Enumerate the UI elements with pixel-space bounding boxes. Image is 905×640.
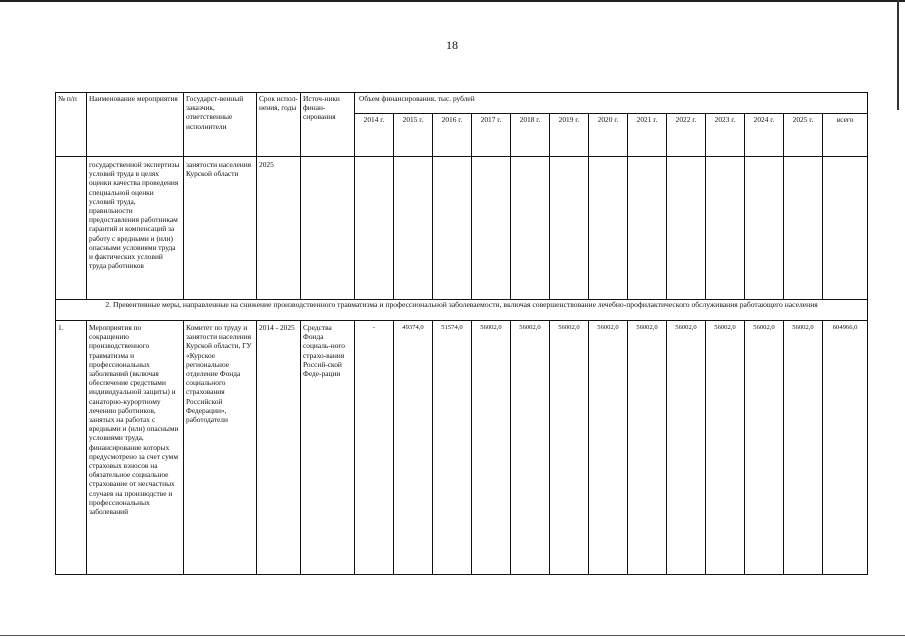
cell-value: 51574,0 <box>433 321 472 575</box>
cell-customer: Комитет по труду и занятости населения Курской области, ГУ «Курское региональное отделение Фонда социального страхования Российской Федерации», работодатели <box>184 321 257 575</box>
cell-value <box>433 157 472 300</box>
cell-value <box>784 157 823 300</box>
header-customer: Государст-венный заказчик, ответственные исполнители <box>184 93 257 157</box>
year-header: 2017 г. <box>472 114 511 157</box>
cell-value: - <box>355 321 394 575</box>
cell-value: 56002,0 <box>706 321 745 575</box>
cell-value <box>394 157 433 300</box>
page-bottom-edge <box>0 635 905 636</box>
cell-term: 2025 <box>257 157 301 300</box>
year-header: 2024 г. <box>745 114 784 157</box>
page-right-edge <box>897 0 899 110</box>
cell-value: 56002,0 <box>784 321 823 575</box>
cell-value <box>745 157 784 300</box>
cell-num <box>56 157 87 300</box>
cell-value <box>550 157 589 300</box>
cell-term: 2014 - 2025 <box>257 321 301 575</box>
year-header: 2014 г. <box>355 114 394 157</box>
header-term: Срок испол-нения, годы <box>257 93 301 157</box>
header-finance: Объем финансирования, тыс. рублей <box>355 93 868 114</box>
cell-source <box>301 157 355 300</box>
table-row <box>56 321 868 575</box>
continued-row <box>56 157 868 300</box>
cell-source: Средства Фонда социаль-ного страхо-вания Россий-ской Феде-рации <box>301 321 355 575</box>
cell-customer: занятости населения Курской области <box>184 157 257 300</box>
cell-num: 1. <box>56 321 87 575</box>
year-header: 2025 г. <box>784 114 823 157</box>
cell-value-total: 604966,0 <box>823 321 868 575</box>
cell-value: 56002,0 <box>667 321 706 575</box>
cell-value <box>823 157 868 300</box>
year-header: 2018 г. <box>511 114 550 157</box>
cell-value <box>589 157 628 300</box>
header-source: Источ-ники финан-сирования <box>301 93 355 157</box>
header-name: Наименование мероприятия <box>87 93 184 157</box>
header-row <box>56 93 868 114</box>
cell-value: 56002,0 <box>745 321 784 575</box>
cell-value: 49374,0 <box>394 321 433 575</box>
cell-value: 56002,0 <box>628 321 667 575</box>
cell-value <box>706 157 745 300</box>
year-header: 2022 г. <box>667 114 706 157</box>
section-title: 2. Превентивные меры, направленные на снижение производственного травматизма и профессиональной заболеваемости, включая совершенствование лечебно-профилактического обслуживания работающего населения <box>56 300 868 321</box>
page-top-edge <box>0 0 905 2</box>
year-header: 2023 г. <box>706 114 745 157</box>
cell-name: Мероприятия по сокращению производственного травматизма и профессиональных заболеваний (включая обеспечение средствами индивидуальной защиты) и санаторно-курортному лечению работников, занятых на работах с вредными и (или) опасными условиями труда, финансирование которых предусмотрено за счет сумм страховых взносов на обязательное социальное страхование от несчастных случаев на производстве и профессиональных заболеваний <box>87 321 184 575</box>
year-header: 2020 г. <box>589 114 628 157</box>
cell-name: государственной экспертизы условий труда в целях оценки качества проведения специальной оценки условий труда, правильности предоставления работникам гарантий и компенсаций за работу с вредными и (или) опасными условиями труда и фактических условий труда работников <box>87 157 184 300</box>
cell-value: 56002,0 <box>550 321 589 575</box>
year-header-total: всего <box>823 114 868 157</box>
page-number: 18 <box>446 38 458 52</box>
header-num: № п/п <box>56 93 87 157</box>
year-header: 2016 г. <box>433 114 472 157</box>
cell-value <box>511 157 550 300</box>
year-header: 2019 г. <box>550 114 589 157</box>
cell-value <box>355 157 394 300</box>
section-row <box>56 300 868 321</box>
year-header: 2021 г. <box>628 114 667 157</box>
financing-table <box>55 92 868 575</box>
year-header: 2015 г. <box>394 114 433 157</box>
cell-value: 56002,0 <box>511 321 550 575</box>
cell-value <box>628 157 667 300</box>
cell-value: 56002,0 <box>472 321 511 575</box>
cell-value <box>472 157 511 300</box>
cell-value <box>667 157 706 300</box>
cell-value: 56002,0 <box>589 321 628 575</box>
